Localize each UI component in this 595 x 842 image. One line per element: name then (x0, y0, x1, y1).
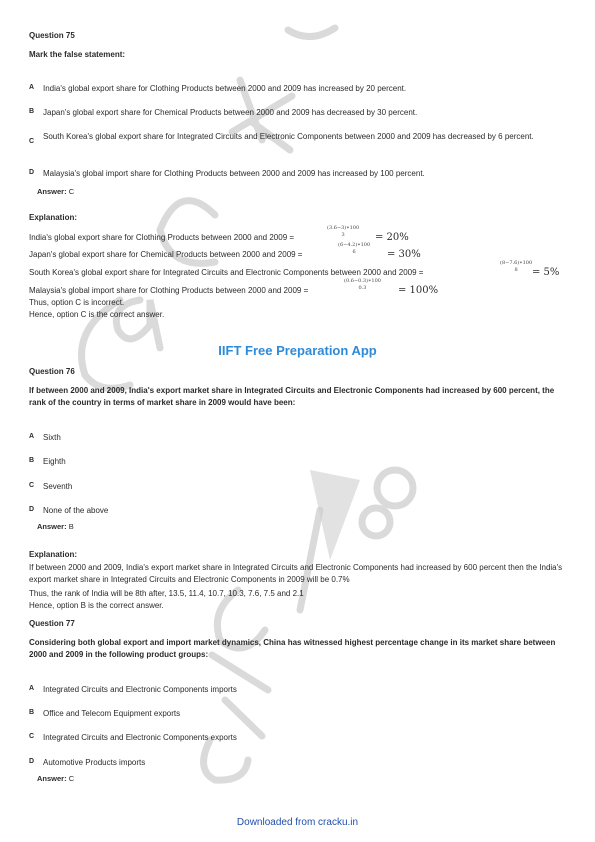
app-banner-link[interactable]: IIFT Free Preparation App (218, 343, 377, 358)
equation-result: = 5% (532, 267, 560, 278)
fraction: (6−4.2)∗100 6 (338, 242, 371, 255)
option-text: Eighth (43, 457, 66, 466)
equation-result: = 100% (398, 285, 439, 296)
q77-answer (37, 774, 74, 784)
option-text: Integrated Circuits and Electronic Components imports (43, 685, 237, 694)
question-75-heading: Question 75 (29, 31, 75, 40)
option-letter: D (29, 506, 35, 513)
option-letter: D (29, 169, 35, 176)
option-letter: D (29, 758, 35, 765)
q75-hence: Hence, option C is the correct answer. (29, 310, 165, 319)
answer-value: C (68, 774, 75, 783)
question-76-heading: Question 76 (29, 367, 75, 376)
answer-label: Answer: (37, 522, 67, 531)
option-text: Seventh (43, 482, 73, 491)
fraction: (0.6−0.3)∗100 0.3 (344, 278, 381, 291)
answer-value: C (68, 187, 75, 196)
q76-thus: Thus, the rank of India will be 8th after, 13.5, 11.4, 10.7, 10.3, 7.6, 7.5 and 2.1 (29, 589, 304, 598)
option-letter: A (29, 84, 35, 91)
option-letter: A (29, 433, 35, 440)
answer-value: B (68, 522, 74, 531)
question-77-text: Considering both global export and import market dynamics, China has witnessed highest percentage change in its market share between 2000 and 2009 in the following product groups: (29, 638, 556, 659)
option-text: Office and Telecom Equipment exports (43, 709, 181, 718)
q75-exp-line-2: Japan's global export share for Chemical Products between 2000 and 2009 = (29, 250, 303, 259)
option-letter: C (29, 733, 35, 740)
footer-download-link[interactable]: Downloaded from cracku.in (236, 817, 359, 828)
option-letter: B (29, 108, 35, 115)
q75-explanation-heading: Explanation: (29, 213, 78, 222)
fraction: (8−7.6)∗100 8 (500, 260, 533, 273)
equation-result: = 20% (375, 232, 409, 243)
option-letter: B (29, 709, 35, 716)
option-letter: B (29, 457, 35, 464)
equation-result: = 30% (387, 249, 421, 260)
option-text: Sixth (43, 433, 61, 442)
q76-explanation-heading: Explanation: (29, 550, 78, 559)
answer-label: Answer: (37, 774, 67, 783)
option-letter: C (29, 138, 35, 145)
option-letter: C (29, 482, 35, 489)
option-text: None of the above (43, 506, 109, 515)
option-text: Malaysia's global import share for Clothing Products between 2000 and 2009 has increased by 100 percent. (43, 169, 425, 178)
question-75-text: Mark the false statement: (29, 50, 126, 59)
q75-exp-line-4: Malaysia's global import share for Clothing Products between 2000 and 2009 = (29, 286, 309, 295)
answer-label: Answer: (37, 187, 67, 196)
question-76-text: If between 2000 and 2009, India's export market share in Integrated Circuits and Electronic Components had increased by 600 percent, the rank of the country in terms of market share in 2009 would have been: (29, 386, 555, 407)
option-text: Japan's global export share for Chemical Products between 2000 and 2009 has decreased by 30 percent. (43, 108, 418, 117)
q76-answer (37, 522, 74, 532)
q76-explanation-text: If between 2000 and 2009, India's export market share in Integrated Circuits and Electronic Components had increased by 600 percent then the India's export market share in Integrated Circuits and Electronic Components in 2009 will be 0.7% (29, 563, 563, 584)
option-text: India's global export share for Clothing Products between 2000 and 2009 has increased by 20 percent. (43, 84, 407, 93)
q75-thus: Thus, option C is incorrect. (29, 298, 125, 307)
fraction: (3.6−3)∗100 3 (327, 225, 360, 238)
question-77-heading: Question 77 (29, 619, 75, 628)
q75-answer (37, 187, 74, 197)
option-text: Automotive Products imports (43, 758, 146, 767)
option-letter: A (29, 685, 35, 692)
q75-exp-line-3: South Korea's global export share for Integrated Circuits and Electronic Components between 2000 and 2009 = (29, 268, 424, 277)
q75-exp-line-1: India's global export share for Clothing Products between 2000 and 2009 = (29, 233, 295, 242)
q76-hence: Hence, option B is the correct answer. (29, 601, 164, 610)
option-text: Integrated Circuits and Electronic Components exports (43, 733, 237, 742)
option-text: South Korea's global export share for Integrated Circuits and Electronic Components between 2000 and 2009 has decreased by 6 percent. (43, 132, 534, 141)
